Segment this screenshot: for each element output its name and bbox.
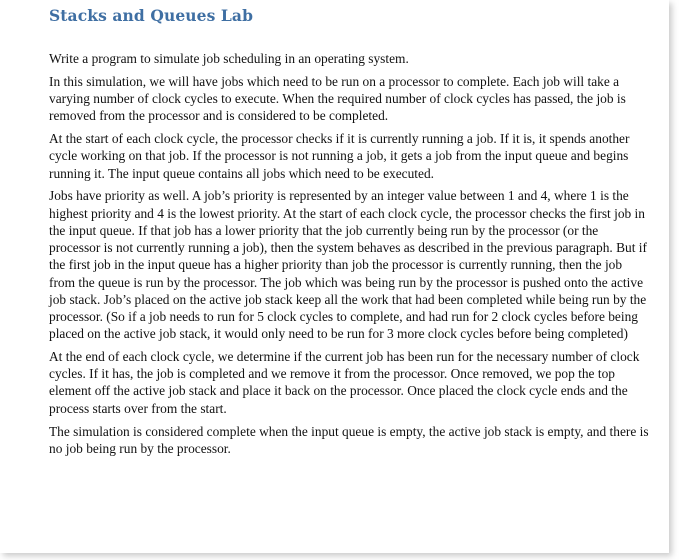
paragraph-completion: The simulation is considered complete when the input queue is empty, the active job stack is empty, and there is no job being run by the processor. bbox=[49, 423, 649, 456]
paragraph-end-of-cycle: At the end of each clock cycle, we determine if the current job has been run for the necessary number of clock cycles. If it has, the job is completed and we remove it from the processor. Once removed, we pop the top element off the active job stack and place it back on the processor. Once placed the clock cycle ends and the process starts over from the start. bbox=[49, 349, 640, 416]
paragraph-clock-cycle: At the start of each clock cycle, the processor checks if it is currently running a job. If it is, it spends another cycle working on that job. If the processor is not running a job, it gets a job from the input queue and begins running it. The input queue contains all jobs which need to be executed. bbox=[49, 131, 630, 181]
document-title: Stacks and Queues Lab bbox=[49, 6, 254, 25]
paragraph-simulation: In this simulation, we will have jobs which need to be run on a processor to complete. Each job will take a varying number of clock cycles to execute. When the required number of clock cycles has passed, the job is removed from the processor and is considered to be completed. bbox=[49, 73, 626, 124]
document-body bbox=[49, 50, 649, 463]
paragraph-intro: Write a program to simulate job scheduling in an operating system. bbox=[49, 51, 409, 66]
paragraph-priority: Jobs have priority as well. A job’s priority is represented by an integer value between 1 and 4, where 1 is the highest priority and 4 is the lowest priority. At the start of each clock cycle, the processor checks the first job in the input queue. If that job has a lower priority that the job currently being run by the processor (or the processor is not currently running a job), then the system behaves as described in the previous paragraph. But if the first job in the input queue has a higher priority than job the processor is currently running, then the job from the queue is run by the processor. The job which was being run by the processor is pushed onto the active job stack. Job’s placed on the active job stack keep all the work that had been completed while being run by the processor. (So if a job needs to run for 5 clock cycles to complete, and had run for 2 clock cycles before being placed on the active job stack, it would only need to be run for 3 more clock cycles before being completed) bbox=[49, 188, 647, 342]
